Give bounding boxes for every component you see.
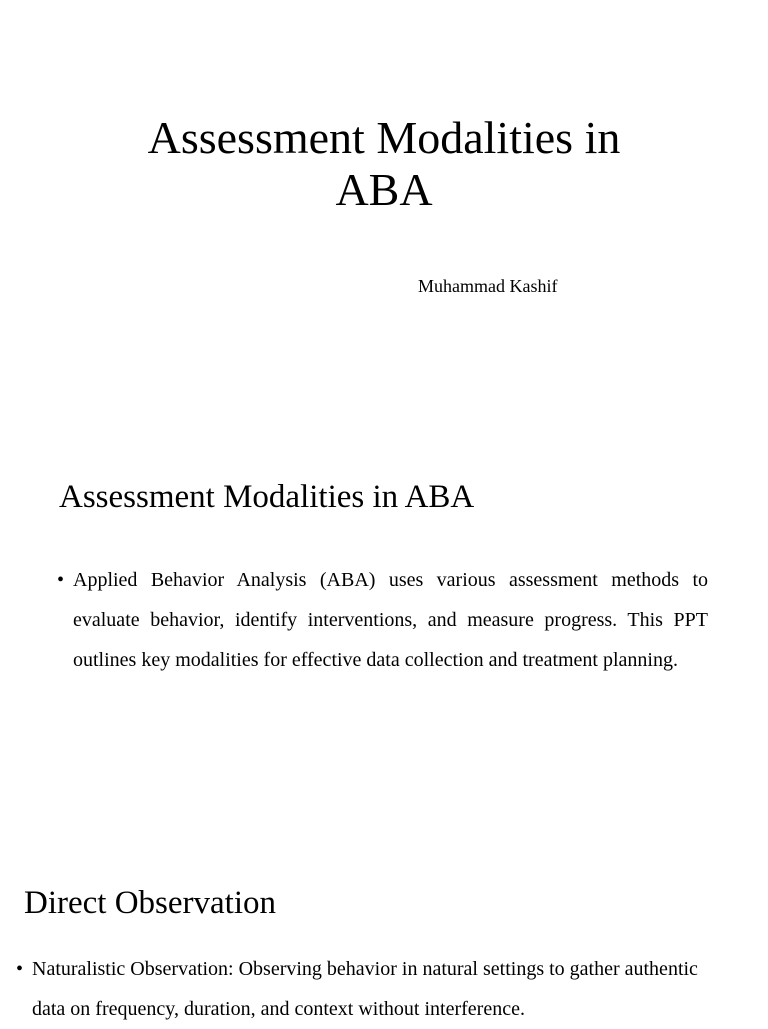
bullet-icon: • xyxy=(57,569,65,591)
overview-slide xyxy=(0,430,768,850)
author-name: Muhammad Kashif xyxy=(418,276,558,296)
presentation-title-line-1: Assessment Modalities in xyxy=(147,112,621,163)
bullet-text: Naturalistic Observation: Observing behavior in natural settings to gather authentic data on frequency, duration, and context without interference. xyxy=(32,958,698,1020)
bullet-list xyxy=(16,949,716,1029)
bullet-item xyxy=(16,949,716,1029)
bullet-icon: • xyxy=(16,958,24,980)
presentation-title xyxy=(0,112,768,216)
slide-title: Direct Observation xyxy=(24,885,276,921)
title-slide xyxy=(0,0,768,430)
direct-observation-slide xyxy=(0,850,768,1024)
bullet-list xyxy=(57,560,708,680)
bullet-item xyxy=(57,560,708,680)
presentation-title-line-2: ABA xyxy=(335,164,433,215)
slide-title: Assessment Modalities in ABA xyxy=(59,479,475,515)
bullet-text: Applied Behavior Analysis (ABA) uses various assessment methods to evaluate behavior, identify interventions, and measure progress. This PPT outlines key modalities for effective data collection and treatment planning. xyxy=(73,569,708,671)
